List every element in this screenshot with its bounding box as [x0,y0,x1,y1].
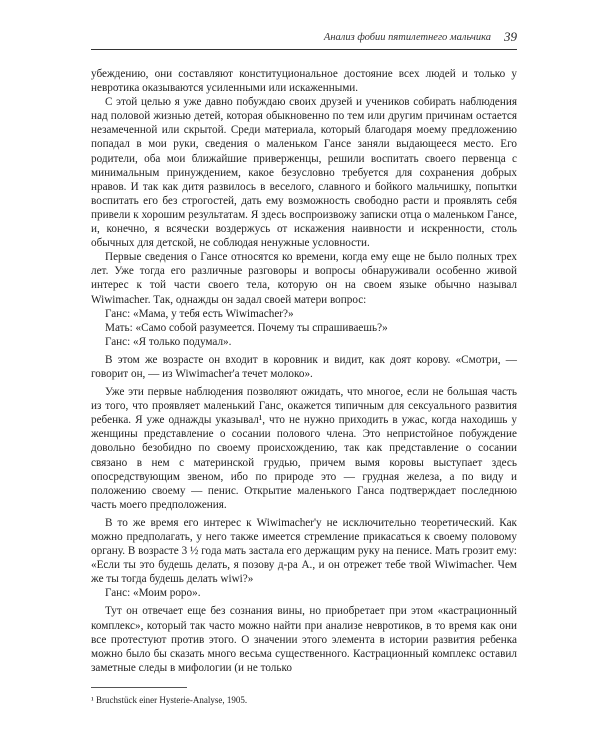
dialogue-line: Ганс: «Моим popo». [105,587,201,600]
body-text [91,67,517,675]
running-header [91,29,517,50]
paragraph: С этой целью я уже давно побуждаю своих друзей и учеников собирать наблюдения над половой жизнью детей, которая обыкновенно по тем или другим причинам остается незамеченной или скрытой. Среди материала, который благодаря моему предложению попадал в мои руки, сведения о маленьком Гансе заняли выдающееся место. Его родители, оба мои ближайшие приверженцы, решили воспитать своего первенца с минимальным принуждением, какое безусловно требуется для сохранения добрых нравов. И так как дитя развилось в веселого, славного и бойкого мальчишку, попытки воспитать его без строгостей, дать ему возможность свободно расти и проявлять себя привели к хорошим результатам. Я здесь воспроизвожу записки отца о маленьком Гансе, и, конечно, я всячески воздержусь от искажения наивности и искренности, столь обычных для детской, не соблюдая ненужные условности. [91,96,517,250]
paragraph: В то же время его интерес к Wiwimacher'у не исключительно теоретический. Как можно предполагать, у него также имеется стремление прикасаться к своему половому органу. В возрасте 3 ½ года мать застала его держащим руку на пенисе. Мать грозит ему: «Если ты это будешь делать, я позову д-ра А., и он отрежет тебе твой Wiwimacher. Чем же ты тогда будешь делать wiwi?» [91,516,517,586]
dialogue-line: Ганс: «Мама, у тебя есть Wiwimacher?» [105,307,294,320]
paragraph: Первые сведения о Гансе относятся ко времени, когда ему еще не было полных трех лет. Уже тогда его различные разговоры и вопросы обнаруживали особенно живой интерес к той части своего тела, которую он на своем языке обычно называл Wiwimacher. Так, однажды он задал своей матери вопрос: [91,251,517,306]
footnote: ¹ Bruchstück einer Hysterie-Analyse, 1905. [91,695,248,705]
paragraph: Уже эти первые наблюдения позволяют ожидать, что многое, если не большая часть из того, что проявляет маленький Ганс, окажется типичным для сексуального развития ребенка. Я уже однажды указывал¹, что не нужно приходить в ужас, когда находишь у женщины представление о сосании полового члена. Это непристойное побуждение довольно безобидно по своему происхождению, так как представление о сосании связано в нем с материнской грудью, причем вымя коровы выступает здесь опосредствующим звеном, ибо по природе это — грудная железа, а по виду и положению своему — пенис. Открытие маленького Ганса подтверждает последнюю часть моего предположения. [91,386,517,511]
paragraph: убеждению, они составляют конституциональное достояние всех людей и только у невротика оказываются усиленными или искаженными. [91,68,517,95]
paragraph: В этом же возрасте он входит в коровник и видит, как доят корову. «Смотри, — говорит он, — из Wiwimacher'а течет молоко». [91,353,517,380]
page-number: 39 [504,29,517,44]
paragraph: Тут он отвечает еще без сознания вины, но приобретает при этом «кастрационный комплекс», который так часто можно найти при анализе невротиков, в то время как они все протестуют против этого. О значении этого элемента в истории развития ребенка можно было бы сказать много весьма существенного. Кастрационный комплекс оставил заметные следы в мифологии (и не только [91,605,517,674]
dialogue-line: Мать: «Само собой разумеется. Почему ты спрашиваешь?» [105,321,388,334]
dialogue-line: Ганс: «Я только подумал». [105,335,232,348]
footnote-divider [91,687,187,688]
running-title: Анализ фобии пятилетнего мальчика [323,32,491,43]
